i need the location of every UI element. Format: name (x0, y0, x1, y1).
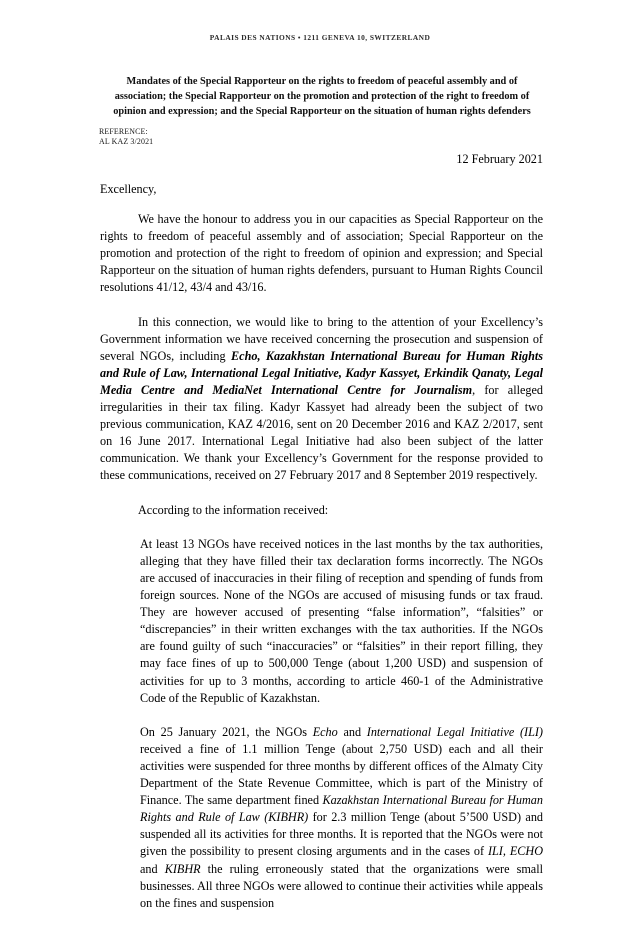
ngo-name-kibhr: Kazakhstan International Bureau for Human Rights and Rule of Law (KIBHR) (140, 793, 543, 825)
ngo-names-list: Echo, Kazakhstan International Bureau for Human Rights and Rule of Law, International Legal Initiative, Kadyr Kassyet, Erkindik Qanaty, Legal Media Centre and MediaNet International Centre for Journalism (100, 348, 543, 397)
paragraph-mandate-capacities: We have the honour to address you in our capacities as Special Rapporteur on the rights to freedom of peaceful assembly and of association; Special Rapporteur on the promotion and protection of the right to freedom of opinion and expression; and Special Rapporteur on the situation of human rights defenders, pursuant to Human Rights Council resolutions 41/12, 43/4 and 43/16. (100, 212, 543, 295)
reference-label: REFERENCE: (99, 127, 148, 136)
paragraph-according-to-information: According to the information received: (138, 502, 329, 517)
letterhead-address: PALAIS DES NATIONS • 1211 GENEVA 10, SWITZERLAND (209, 33, 431, 42)
paragraph-january-fines-mid2: for 2.3 million Tenge (about 5’500 USD) and suspended all its activities for three months. It is reported that the NGOs were not given the possibility to present closing arguments and in the cases of (140, 810, 544, 859)
paragraph-january-fines (140, 724, 543, 912)
conjunction-and-2: and (140, 861, 165, 876)
conjunction-and-1: and (337, 724, 367, 739)
paragraph-ngo-prosecution-intro: In this connection, we would like to bring to the attention of your Excellency’s Government information we have received concerning the prosecution and suspension of several NGOs, including (100, 314, 543, 363)
paragraph-ngo-prosecution-rest: , for alleged irregularities in their tax filing. Kadyr Kassyet had already been the subject of two previous communication, KAZ 4/2016, sent on 20 December 2016 and KAZ 2/2017, sent on 16 June 2017. International Legal Initiative had also been subject of the latter communication. We thank your Excellency’s Government for the response provided to these communications, received on 27 February 2017 and 8 September 2019 respectively. (100, 382, 543, 483)
reference-block (99, 127, 153, 146)
paragraph-january-fines-end: the ruling erroneously stated that the organizations were small businesses. All three NGOs were allowed to continue their activities while appeals on the fines and suspension (140, 861, 543, 910)
paragraph-tax-notices: At least 13 NGOs have received notices in the last months by the tax authorities, alleging that they have filled their tax declaration forms incorrectly. The NGOs are accused of inaccuracies in their filing of reception and spending of funds from foreign sources. None of the NGOs are accused of misusing funds or tax fraud. They are however accused of presenting “false information”, “falsities” or “discrepancies” in their written exchanges with the tax authorities. If the NGOs are found guilty of such “inaccuracies” or “falsities” in their report filling, they may face fines of up to 500,000 Tenge (about 1,200 USD) and suspension of activities for up to 3 months, according to article 460-1 of the Administrative Code of the Republic of Kazakhstan. (140, 536, 543, 705)
letter-body (100, 211, 543, 929)
reference-code: AL KAZ 3/2021 (99, 136, 154, 146)
letter-date: 12 February 2021 (456, 152, 543, 166)
salutation: Excellency, (100, 182, 157, 196)
paragraph-january-fines-intro: On 25 January 2021, the NGOs (140, 724, 313, 739)
ngo-name-echo: Echo (312, 724, 338, 739)
paragraph-january-fines-mid: received a fine of 1.1 million Tenge (about 2,750 USD) each and all their activities were suspended for three months by different offices of the Almaty City Department of the State Revenue Committee, which is part of the Ministry of Finance. The same department fined (140, 741, 543, 808)
ngo-abbrev-ili-echo: ILI, ECHO (487, 844, 543, 859)
mandate-title: Mandates of the Special Rapporteur on the rights to freedom of peaceful assembly and of association; the Special Rapporteur on the promotion and protection of the right to freedom of opinion and expression; and the Special Rapporteur on the situation of human rights defenders (113, 76, 531, 118)
ngo-abbrev-kibhr: KIBHR (164, 861, 201, 876)
paragraph-ngo-prosecution (100, 314, 543, 485)
ngo-name-ili: International Legal Initiative (ILI) (366, 724, 543, 739)
